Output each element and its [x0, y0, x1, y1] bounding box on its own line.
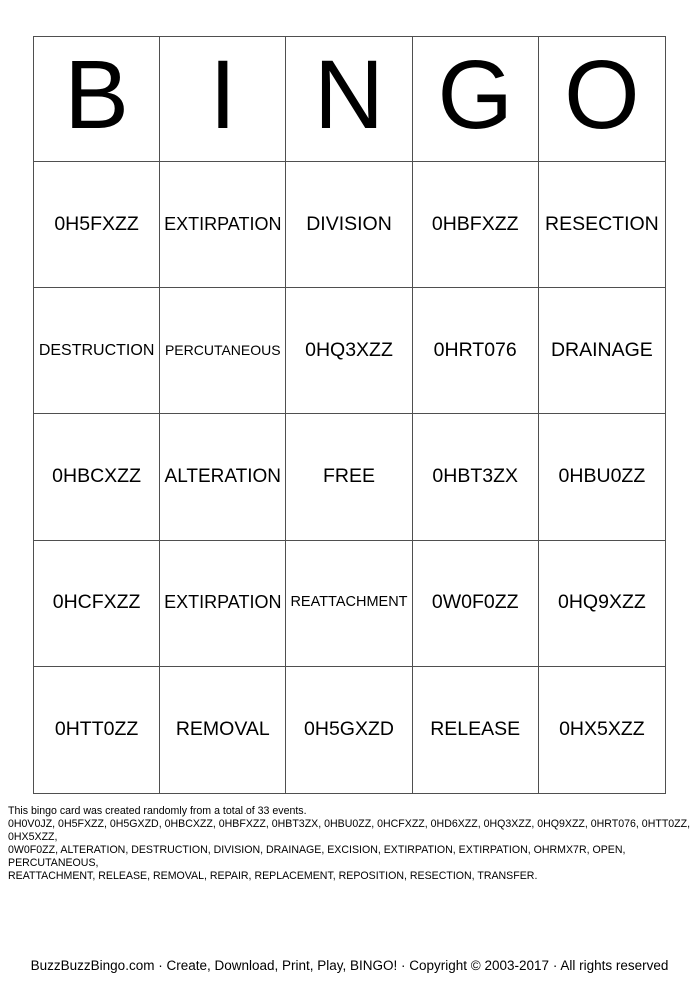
bingo-cell-r3c4[interactable] [413, 414, 539, 540]
bingo-cell-label: EXTIRPATION [164, 213, 282, 234]
bingo-cell-label: 0HBCXZZ [52, 465, 142, 488]
bingo-cell-r2c2[interactable] [160, 288, 286, 414]
header-letter-n: N [313, 39, 385, 149]
bingo-cell-r2c3[interactable] [286, 288, 412, 414]
header-cell-o [539, 37, 665, 162]
header-cell-g [413, 37, 539, 162]
bingo-cell-label: ALTERATION [164, 465, 282, 487]
bingo-cell-r1c5[interactable] [539, 162, 665, 288]
bingo-cell-r4c2[interactable] [160, 541, 286, 667]
bingo-cell-r1c1[interactable] [34, 162, 160, 288]
bingo-cell-r5c1[interactable] [34, 667, 160, 793]
bingo-cell-label: 0HTT0ZZ [54, 718, 139, 741]
bingo-cell-label: 0HX5XZZ [559, 718, 645, 741]
footnote-summary: This bingo card was created randomly from a total of 33 events. [8, 805, 307, 817]
bingo-cell-label: 0H5FXZZ [54, 212, 139, 235]
bingo-cell-r5c4[interactable] [413, 667, 539, 793]
bingo-cell-label: 0HQ3XZZ [305, 339, 393, 362]
bingo-cell-r1c3[interactable] [286, 162, 412, 288]
bingo-cell-r5c3[interactable] [286, 667, 412, 793]
bingo-cell-label: DESTRUCTION [38, 341, 155, 359]
bingo-cell-r3c2[interactable] [160, 414, 286, 540]
bingo-cell-r2c1[interactable] [34, 288, 160, 414]
bingo-cell-label: REMOVAL [175, 718, 270, 741]
bingo-cell-label: 0HBFXZZ [431, 212, 519, 235]
card-footnote [8, 805, 696, 882]
bingo-cell-label: 0H5GXZD [304, 718, 394, 741]
bingo-cell-label: 0W0F0ZZ [431, 591, 519, 614]
bingo-cell-label: RELEASE [430, 718, 521, 741]
bingo-cell-label: RESECTION [545, 212, 659, 235]
bingo-cell-label: PERCUTANEOUS [164, 342, 281, 359]
bingo-cell-r4c3[interactable] [286, 541, 412, 667]
header-letter-o: O [564, 39, 640, 149]
bingo-cell-r3c3-free[interactable] [286, 414, 412, 540]
header-cell-n [286, 37, 412, 162]
site-copyright-line: BuzzBuzzBingo.com · Create, Download, Print, Play, BINGO! · Copyright © 2003-2017 · All rights reserved [30, 958, 669, 973]
header-letter-b: B [64, 39, 129, 149]
bingo-cell-r2c5[interactable] [539, 288, 665, 414]
bingo-cell-r5c2[interactable] [160, 667, 286, 793]
bingo-cell-label: DRAINAGE [550, 339, 653, 362]
bingo-cell-r1c2[interactable] [160, 162, 286, 288]
bingo-cell-label: FREE [322, 465, 375, 488]
bingo-cell-label: REATTACHMENT [290, 594, 408, 611]
bingo-cell-label: DIVISION [306, 212, 392, 235]
event-list-line: 0H0V0JZ, 0H5FXZZ, 0H5GXZD, 0HBCXZZ, 0HBFXZZ, 0HBT3ZX, 0HBU0ZZ, 0HCFXZZ, 0HD6XZZ, 0HQ3XZZ, 0HQ9XZZ, 0HRT076, 0HTT0ZZ, 0HX5XZZ, [8, 817, 691, 843]
bingo-cell-label: 0HCFXZZ [52, 591, 141, 614]
bingo-cell-label: 0HQ9XZZ [558, 591, 646, 614]
header-letter-i: I [209, 39, 237, 149]
bingo-cell-r4c5[interactable] [539, 541, 665, 667]
header-cell-b [34, 37, 160, 162]
bingo-cell-r5c5[interactable] [539, 667, 665, 793]
bingo-cell-r4c4[interactable] [413, 541, 539, 667]
bingo-cell-r1c4[interactable] [413, 162, 539, 288]
header-cell-i [160, 37, 286, 162]
bingo-cell-r3c1[interactable] [34, 414, 160, 540]
bingo-card-table [33, 36, 666, 794]
bingo-cell-label: 0HBT3ZX [432, 465, 518, 488]
bingo-cell-label: 0HRT076 [433, 339, 517, 362]
event-list-line: REATTACHMENT, RELEASE, REMOVAL, REPAIR, REPLACEMENT, REPOSITION, RESECTION, TRANSFER. [8, 869, 538, 882]
bingo-cell-label: 0HBU0ZZ [558, 465, 646, 488]
bingo-cell-label: EXTIRPATION [164, 592, 282, 613]
bingo-cell-r4c1[interactable] [34, 541, 160, 667]
event-list-line: 0W0F0ZZ, ALTERATION, DESTRUCTION, DIVISION, DRAINAGE, EXCISION, EXTIRPATION, EXTIRPATION, OHRMX7R, OPEN, PERCUTANEOUS, [8, 843, 626, 869]
header-letter-g: G [437, 39, 513, 149]
bingo-cell-r3c5[interactable] [539, 414, 665, 540]
bingo-cell-r2c4[interactable] [413, 288, 539, 414]
